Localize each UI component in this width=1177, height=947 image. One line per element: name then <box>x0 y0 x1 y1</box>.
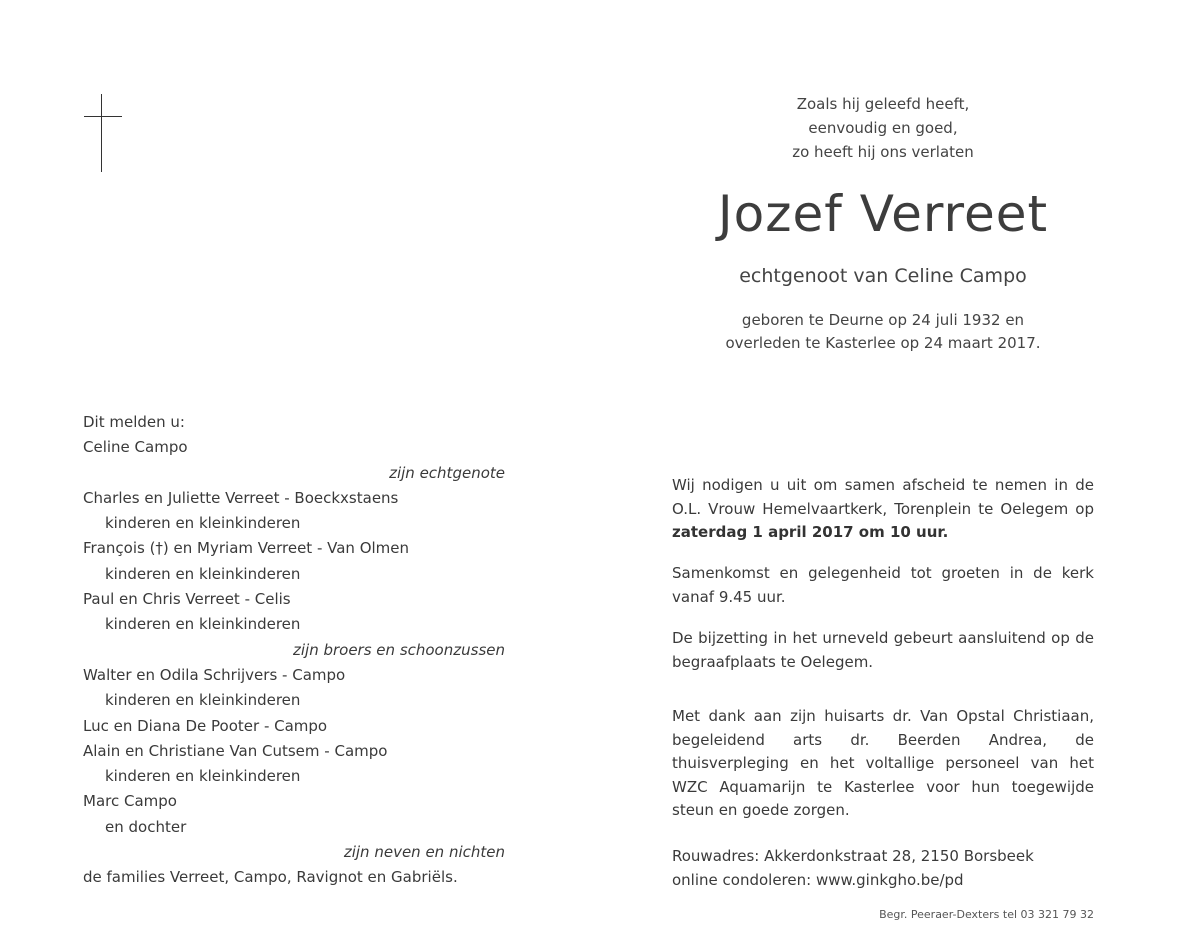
family-row: Paul en Chris Verreet - Celis <box>83 590 291 609</box>
cross-vertical-bar <box>101 94 102 172</box>
thanks-paragraph <box>672 705 1094 823</box>
family-row: Celine Campo <box>83 438 188 457</box>
family-row: kinderen en kleinkinderen <box>105 514 301 533</box>
family-row: kinderen en kleinkinderen <box>105 767 301 786</box>
family-row: François (†) en Myriam Verreet - Van Olmen <box>83 539 410 558</box>
family-row: Marc Campo <box>83 792 177 811</box>
family-relation-label: zijn echtgenote <box>389 463 505 482</box>
family-relation-label: zijn broers en schoonzussen <box>292 640 505 659</box>
verse-line: Zoals hij geleefd heeft, <box>796 95 970 113</box>
birth-line: geboren te Deurne op 24 juli 1932 en <box>741 311 1025 329</box>
deceased-name: Jozef Verreet <box>717 185 1049 243</box>
death-line: overleden te Kasterlee op 24 maart 2017. <box>725 334 1041 352</box>
invitation-text: Wij nodigen u uit om samen afscheid te nemen in de O.L. Vrouw Hemelvaartkerk, Torenplein te Oelegem op <box>672 476 1094 518</box>
family-row: en dochter <box>105 817 187 836</box>
family-row: kinderen en kleinkinderen <box>105 615 301 634</box>
service-date: zaterdag 1 april 2017 om 10 uur. <box>672 523 949 541</box>
funeral-director-footer: Begr. Peeraer-Dexters tel 03 321 79 32 <box>879 908 1094 921</box>
burial-paragraph <box>672 627 1094 674</box>
contact-block <box>672 845 1094 892</box>
verse-line: eenvoudig en goed, <box>808 119 958 137</box>
mourning-address: Rouwadres: Akkerdonkstraat 28, 2150 Borsbeek <box>672 847 1034 865</box>
family-row: Walter en Odila Schrijvers - Campo <box>83 665 346 684</box>
thanks-text: Met dank aan zijn huisarts dr. Van Opstal Christiaan, begeleidend arts dr. Beerden Andrea, de thuisverpleging en het voltallige personeel van het WZC Aquamarijn te Kasterlee voor hun toegewijde steun en goede zorgen. <box>672 707 1094 819</box>
family-row: de families Verreet, Campo, Ravignot en Gabriëls. <box>83 868 458 887</box>
family-row: Luc en Diana De Pooter - Campo <box>83 716 328 735</box>
family-row: Charles en Juliette Verreet - Boeckxstaens <box>83 488 399 507</box>
invitation-paragraph <box>672 474 1094 545</box>
verse-line: zo heeft hij ons verlaten <box>792 143 974 161</box>
cross-icon <box>84 94 122 172</box>
online-condolences: online condoleren: www.ginkgho.be/pd <box>672 870 964 889</box>
family-row: kinderen en kleinkinderen <box>105 691 301 710</box>
spouse-line: echtgenoot van Celine Campo <box>739 265 1027 287</box>
cross-horizontal-bar <box>84 116 122 117</box>
gathering-paragraph <box>672 562 1094 609</box>
birth-death-dates <box>672 309 1094 355</box>
family-list <box>83 410 505 891</box>
family-row: kinderen en kleinkinderen <box>105 564 301 583</box>
family-row: Dit melden u: <box>83 413 185 431</box>
gathering-text: Samenkomst en gelegenheid tot groeten in de kerk vanaf 9.45 uur. <box>672 564 1094 606</box>
family-row: Alain en Christiane Van Cutsem - Campo <box>83 741 388 760</box>
burial-text: De bijzetting in het urneveld gebeurt aansluitend op de begraafplaats te Oelegem. <box>672 629 1094 671</box>
verse <box>672 92 1094 164</box>
family-relation-label: zijn neven en nichten <box>343 843 505 862</box>
